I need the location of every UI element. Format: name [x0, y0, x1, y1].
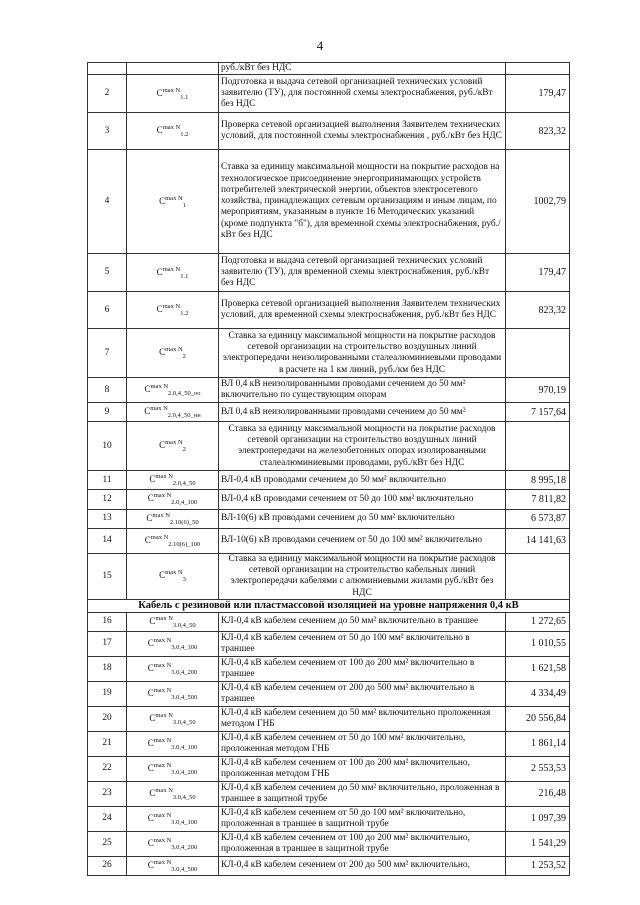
- row-number: 14: [88, 528, 127, 553]
- row-number: 2: [88, 75, 127, 113]
- table-row: [88, 856, 570, 875]
- rate-symbol: $C^{max N}_{2.10(6)\_50}$: [127, 509, 219, 528]
- rate-value: 1 541,29: [506, 831, 570, 856]
- rate-symbol: $C^{max N}_{1.2}$: [127, 113, 219, 150]
- table-row: [88, 706, 570, 731]
- table-row: [88, 681, 570, 706]
- rate-symbol: $C^{max N}_{2.0,4\_100}$: [127, 490, 219, 509]
- row-number: 21: [88, 731, 127, 756]
- rate-value: 7 811,82: [506, 490, 570, 509]
- rate-description: Проверка сетевой организацией выполнения Заявителем технических условий, для временной схемы электроснабжения, руб./кВт без НДС: [219, 292, 506, 329]
- table-row: [88, 490, 570, 509]
- tariff-table: [87, 62, 570, 876]
- row-number: 6: [88, 292, 127, 329]
- rate-symbol: [127, 63, 219, 75]
- rate-description: КЛ-0,4 кВ кабелем сечением от 50 до 100 мм² включительно, проложенная методом ГНБ: [219, 731, 506, 756]
- rate-value: [506, 553, 570, 599]
- rate-symbol: $C^{max N}_{3.0,4\_200}$: [127, 656, 219, 681]
- rate-symbol: $C^{max N}_{3.0,4\_200}$: [127, 831, 219, 856]
- row-number: 26: [88, 856, 127, 875]
- row-number: 10: [88, 422, 127, 471]
- table-row: [88, 599, 570, 612]
- rate-symbol: $C^{max N}_2$: [127, 329, 219, 378]
- rate-value: 823,32: [506, 292, 570, 329]
- table-row: [88, 528, 570, 553]
- rate-value: 1 861,14: [506, 731, 570, 756]
- rate-value: [506, 329, 570, 378]
- table-row: [88, 806, 570, 831]
- row-number: 7: [88, 329, 127, 378]
- table-row: [88, 113, 570, 150]
- rate-symbol: $C^{max N}_1$: [127, 150, 219, 254]
- rate-symbol: $C^{max N}_{2.10(6)\_100}$: [127, 528, 219, 553]
- rate-value: 179,47: [506, 75, 570, 113]
- rate-description: КЛ-0,4 кВ кабелем сечением от 50 до 100 мм² включительно в траншее: [219, 631, 506, 656]
- row-number: 18: [88, 656, 127, 681]
- table-row: [88, 403, 570, 422]
- rate-symbol: $C^{max N}_{3.0,4\_500}$: [127, 856, 219, 875]
- row-number: 19: [88, 681, 127, 706]
- rate-description: Подготовка и выдача сетевой организацией технических условий заявителю (ТУ), для временной схемы электроснабжения, руб./кВт без НДС: [219, 254, 506, 292]
- row-number: 24: [88, 806, 127, 831]
- rate-symbol: $C^{max N}_{2.0,4\_50\_оо}$: [127, 378, 219, 403]
- rate-value: 2 553,53: [506, 756, 570, 781]
- table-row: [88, 471, 570, 490]
- rate-symbol: $C^{max N}_{3.0,4\_100}$: [127, 806, 219, 831]
- rate-description: ВЛ 0,4 кВ неизолированными проводами сечением до 50 мм² включительно по существующим опорам: [219, 378, 506, 403]
- row-number: 3: [88, 113, 127, 150]
- table-row: [88, 656, 570, 681]
- rate-value: 1002,79: [506, 150, 570, 254]
- table-row: [88, 612, 570, 631]
- rate-value: 6 573,87: [506, 509, 570, 528]
- rate-description: Проверка сетевой организацией выполнения Заявителем технических условий, для постоянной схемы электроснабжения , руб./кВт без НДС: [219, 113, 506, 150]
- row-number: 25: [88, 831, 127, 856]
- rate-symbol: $C^{max N}_{3.0,4\_200}$: [127, 756, 219, 781]
- rate-symbol: $C^{max N}_{1.1}$: [127, 254, 219, 292]
- row-number: 20: [88, 706, 127, 731]
- rate-value: 7 157,64: [506, 403, 570, 422]
- row-number: 9: [88, 403, 127, 422]
- section-header: Кабель с резиновой или пластмассовой изоляцией на уровне напряжения 0,4 кВ: [88, 599, 570, 612]
- rate-description: КЛ-0,4 кВ кабелем сечением до 50 мм² включительно проложенная методом ГНБ: [219, 706, 506, 731]
- table-row: [88, 756, 570, 781]
- rate-value: 1 621,58: [506, 656, 570, 681]
- row-number: 11: [88, 471, 127, 490]
- rate-description: КЛ-0,4 кВ кабелем сечением от 200 до 500 мм² включительно,: [219, 856, 506, 875]
- rate-description: КЛ-0,4 кВ кабелем сечением от 100 до 200 мм² включительно в траншее: [219, 656, 506, 681]
- rate-description: Ставка за единицу максимальной мощности на покрытие расходов сетевой организации на строительство воздушных линий электропередачи на железобетонных опорах изолированными сталеалюминиевыми проводами, руб./кВт без НДС: [219, 422, 506, 471]
- rate-description: КЛ-0,4 кВ кабелем сечением от 100 до 200 мм² включительно, проложенная в траншее в защитной трубе: [219, 831, 506, 856]
- rate-description: ВЛ-10(6) кВ проводами сечением от 50 до 100 мм² включительно: [219, 528, 506, 553]
- rate-symbol: $C^{max N}_{1.1}$: [127, 75, 219, 113]
- rate-value: 179,47: [506, 254, 570, 292]
- rate-description: КЛ-0,4 кВ кабелем сечением от 100 до 200 мм² включительно, проложенная методом ГНБ: [219, 756, 506, 781]
- rate-symbol: $C^{max N}_{3.0,4\_100}$: [127, 731, 219, 756]
- table-row: [88, 422, 570, 471]
- table-row: [88, 553, 570, 599]
- rate-value: 970,19: [506, 378, 570, 403]
- rate-description: ВЛ-10(6) кВ проводами сечением до 50 мм² включительно: [219, 509, 506, 528]
- rate-value: 216,48: [506, 781, 570, 806]
- rate-value: 14 141,63: [506, 528, 570, 553]
- row-number: [88, 63, 127, 75]
- rate-description: ВЛ-0,4 кВ проводами сечением от 50 до 100 мм² включительно: [219, 490, 506, 509]
- rate-value: 1 097,39: [506, 806, 570, 831]
- row-number: 15: [88, 553, 127, 599]
- table-row: [88, 150, 570, 254]
- row-number: 17: [88, 631, 127, 656]
- rate-symbol: $C^{max N}_3$: [127, 553, 219, 599]
- row-number: 13: [88, 509, 127, 528]
- rate-description: Ставка за единицу максимальной мощности на покрытие расходов сетевой организации на строительство воздушных линий электропередачи неизолированными сталеалюминиевыми проводами в расчете на 1 км линий, руб./км без НДС: [219, 329, 506, 378]
- rate-value: 1 253,52: [506, 856, 570, 875]
- rate-value: 1 272,65: [506, 612, 570, 631]
- row-number: 5: [88, 254, 127, 292]
- row-number: 16: [88, 612, 127, 631]
- rate-symbol: $C^{max N}_{3.0,4\_100}$: [127, 631, 219, 656]
- rate-value: 1 010,55: [506, 631, 570, 656]
- table-row: [88, 631, 570, 656]
- table-row: [88, 329, 570, 378]
- rate-symbol: $C^{max N}_{3.0,4\_50}$: [127, 781, 219, 806]
- row-number: 23: [88, 781, 127, 806]
- rate-description: КЛ-0,4 кВ кабелем сечением от 50 до 100 мм² включительно, проложенная в траншее в защитной трубе: [219, 806, 506, 831]
- row-number: 8: [88, 378, 127, 403]
- rate-symbol: $C^{max N}_{3.0,4\_50}$: [127, 706, 219, 731]
- row-number: 12: [88, 490, 127, 509]
- rate-description: ВЛ 0,4 кВ неизолированными проводами сечением до 50 мм²: [219, 403, 506, 422]
- rate-description: Подготовка и выдача сетевой организацией технических условий заявителю (ТУ), для постоянной схемы электроснабжения, руб./кВт без НДС: [219, 75, 506, 113]
- table-row: [88, 63, 570, 75]
- rate-value: [506, 63, 570, 75]
- rate-description: КЛ-0,4 кВ кабелем сечением от 200 до 500 мм² включительно в траншее: [219, 681, 506, 706]
- table-row: [88, 292, 570, 329]
- rate-description: руб./кВт без НДС: [219, 63, 506, 75]
- rate-value: 4 334,49: [506, 681, 570, 706]
- table-row: [88, 509, 570, 528]
- table-row: [88, 254, 570, 292]
- row-number: 22: [88, 756, 127, 781]
- rate-value: 823,32: [506, 113, 570, 150]
- table-row: [88, 831, 570, 856]
- row-number: 4: [88, 150, 127, 254]
- rate-symbol: $C^{max N}_2$: [127, 422, 219, 471]
- rate-value: 20 556,84: [506, 706, 570, 731]
- table-row: [88, 781, 570, 806]
- rate-symbol: $C^{max N}_{3.0,4\_500}$: [127, 681, 219, 706]
- rate-value: [506, 422, 570, 471]
- table-row: [88, 75, 570, 113]
- rate-symbol: $C^{max N}_{1.2}$: [127, 292, 219, 329]
- rate-description: ВЛ-0,4 кВ проводами сечением до 50 мм² включительно: [219, 471, 506, 490]
- page-number: 4: [316, 38, 324, 53]
- table-row: [88, 378, 570, 403]
- rate-value: 8 995,18: [506, 471, 570, 490]
- table-row: [88, 731, 570, 756]
- rate-symbol: $C^{max N}_{2.0,4\_50\_нн}$: [127, 403, 219, 422]
- rate-symbol: $C^{max N}_{2.0,4\_50}$: [127, 471, 219, 490]
- rate-description: КЛ-0,4 кВ кабелем сечением до 50 мм² включительно в траншее: [219, 612, 506, 631]
- rate-description: КЛ-0,4 кВ кабелем сечением до 50 мм² включительно, проложенная в траншее в защитной трубе: [219, 781, 506, 806]
- rate-symbol: $C^{max N}_{3.0,4\_50}$: [127, 612, 219, 631]
- rate-description: Ставка за единицу максимальной мощности на покрытие расходов сетевой организации на строительство кабельных линий электропередачи кабелями с алюминиевыми жилами руб./кВт без НДС: [219, 553, 506, 599]
- rate-description: Ставка за единицу максимальной мощности на покрытие расходов на технологическое присоединение энергопринимающих устройств потребителей электрической энергии, объектов электросетевого хозяйства, принадлежащих сетевым организациям и иным лицам, по мероприятиям, указанным в пункте 16 Методических указаний (кроме подпункта "б"), для временной схемы электроснабжения, руб./кВт без НДС: [219, 150, 506, 254]
